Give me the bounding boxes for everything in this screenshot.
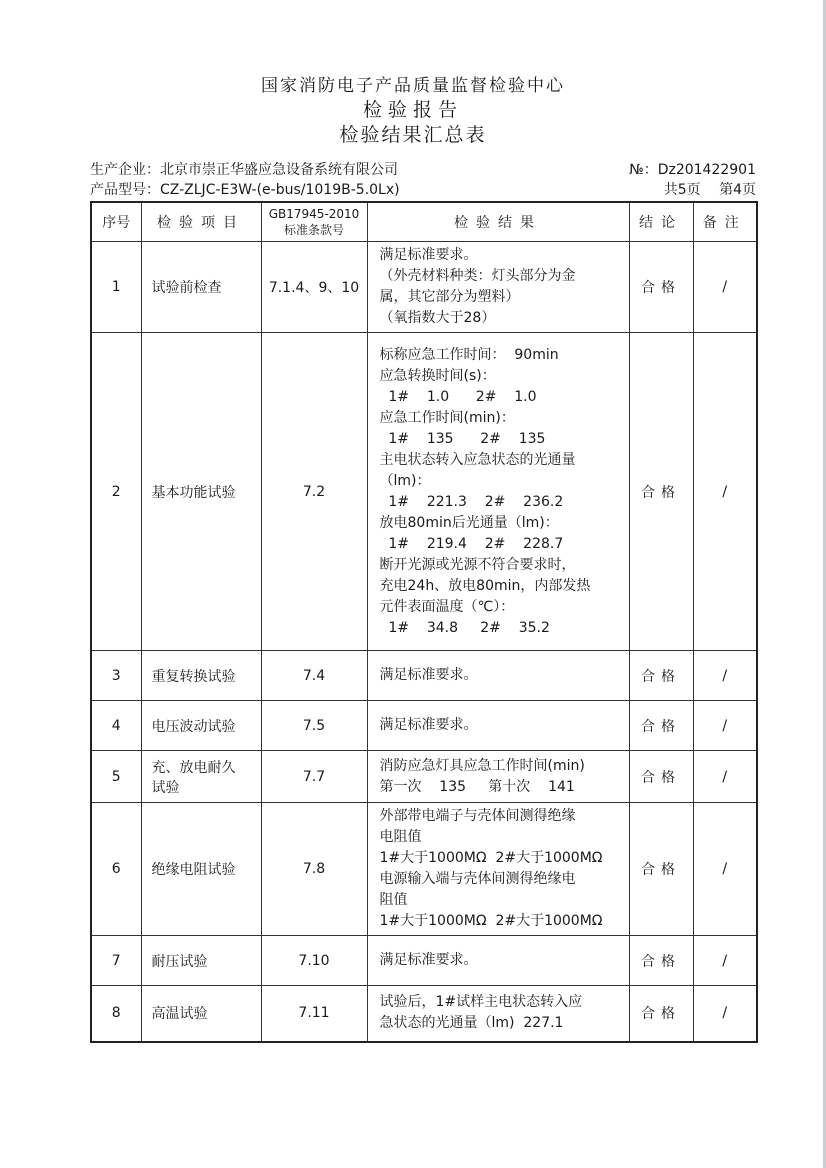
result-line: 满足标准要求。 [379, 717, 478, 733]
manufacturer: 生产企业：北京市崇正华盛应急设备系统有限公司 [90, 162, 398, 178]
product-model: 产品型号：CZ-ZLJC-E3W-(e-bus/1019B-5.0Lx) [90, 182, 400, 198]
row-number: 6 [91, 803, 141, 936]
row-item-text: 试验 [151, 779, 180, 796]
header-row-1 [90, 161, 756, 179]
result-line: 应急工作时间(min)： [379, 409, 515, 426]
row-item-text: 绝缘电阻试验 [151, 862, 236, 878]
row-number: 8 [91, 986, 141, 1042]
row-number: 4 [91, 701, 141, 751]
report-number: №：Dz201422901 [629, 162, 756, 178]
row-item [141, 936, 261, 986]
row-clause: 7.11 [261, 986, 367, 1042]
col-clause-line1: GB17945-2010 [268, 207, 360, 221]
row-item-text: 耐压试验 [151, 953, 208, 970]
row-number: 1 [91, 242, 141, 333]
page-number: 第4页 [719, 182, 756, 198]
result-line: 1# 135 2# 135 [379, 430, 546, 447]
result-line: （lm)： [379, 472, 431, 489]
result-line: 1# 1.0 2# 1.0 [379, 388, 537, 405]
row-item [141, 751, 261, 803]
result-line: 满足标准要求。 [379, 952, 478, 968]
result-line: 应急转换时间(s)： [379, 367, 496, 384]
row-remark: / [693, 333, 757, 651]
result-line: （外壳材料种类：灯头部分为金 [379, 268, 576, 284]
col-clause [261, 202, 367, 242]
col-no: 序号 [91, 202, 141, 242]
row-item-text: 电压波动试验 [151, 718, 236, 735]
sub-title: 检验结果汇总表 [339, 124, 487, 146]
row-number: 2 [91, 333, 141, 651]
col-result: 检验结果 [367, 202, 629, 242]
result-line: 1#大于1000MΩ 2#大于1000MΩ [379, 913, 603, 929]
row-item-text: 高温试验 [151, 1006, 208, 1023]
row-item-text: 重复转换试验 [151, 668, 236, 685]
row-result [367, 651, 629, 701]
result-line: 1# 219.4 2# 228.7 [379, 535, 564, 552]
row-conclusion: 合格 [629, 751, 693, 803]
row-clause: 7.2 [261, 333, 367, 651]
row-item [141, 333, 261, 651]
row-result [367, 936, 629, 986]
row-item [141, 986, 261, 1042]
table-row [91, 986, 757, 1042]
row-item-text: 试验前检查 [151, 280, 222, 296]
table-row [91, 651, 757, 701]
row-item [141, 701, 261, 751]
doc-title: 检验报告 [362, 99, 463, 121]
result-line: 外部带电端子与壳体间测得绝缘 [379, 808, 576, 824]
col-item: 检验项目 [141, 202, 261, 242]
result-line: 电源输入端与壳体间测得绝缘电 [379, 871, 576, 887]
row-result [367, 751, 629, 803]
table-row [91, 333, 757, 651]
row-clause: 7.5 [261, 701, 367, 751]
table-row [91, 936, 757, 986]
row-remark: / [693, 986, 757, 1042]
table-row [91, 751, 757, 803]
row-item-text: 充、放电耐久 [151, 759, 236, 776]
col-clause-line2: 标准条款号 [283, 223, 344, 237]
row-result [367, 333, 629, 651]
result-line: 消防应急灯具应急工作时间(min) [379, 757, 585, 774]
row-number: 3 [91, 651, 141, 701]
row-conclusion: 合格 [629, 936, 693, 986]
row-conclusion: 合格 [629, 701, 693, 751]
col-conclusion: 结论 [629, 202, 693, 242]
row-remark: / [693, 242, 757, 333]
row-remark: / [693, 651, 757, 701]
row-number: 5 [91, 751, 141, 803]
result-line: 标称应急工作时间： 90min [379, 346, 559, 363]
table-header-row [91, 202, 757, 242]
result-line: 满足标准要求。 [379, 667, 478, 683]
result-line: 主电状态转入应急状态的光通量 [379, 451, 576, 468]
result-line: 属，其它部分为塑料） [379, 289, 520, 305]
result-line: 元件表面温度（℃）： [379, 598, 515, 615]
row-clause: 7.1.4、9、10 [261, 242, 367, 333]
row-remark: / [693, 936, 757, 986]
row-conclusion: 合格 [629, 651, 693, 701]
row-clause: 7.4 [261, 651, 367, 701]
row-item [141, 242, 261, 333]
row-clause: 7.10 [261, 936, 367, 986]
result-line: 1# 221.3 2# 236.2 [379, 493, 564, 510]
row-conclusion: 合格 [629, 803, 693, 936]
result-line: 急状态的光通量（lm) 227.1 [379, 1015, 564, 1032]
result-line: 第一次 135 第十次 141 [379, 778, 575, 795]
row-conclusion: 合格 [629, 242, 693, 333]
org-title: 国家消防电子产品质量监督检验中心 [261, 76, 565, 96]
result-line: （氧指数大于28） [379, 310, 496, 326]
row-remark: / [693, 701, 757, 751]
results-table [90, 201, 758, 1043]
result-line: 阻值 [379, 892, 408, 908]
row-result [367, 803, 629, 936]
row-number: 7 [91, 936, 141, 986]
result-line: 1#大于1000MΩ 2#大于1000MΩ [379, 850, 603, 866]
table-row [91, 242, 757, 333]
row-conclusion: 合格 [629, 333, 693, 651]
col-remark: 备注 [693, 202, 757, 242]
result-line: 放电80min后光通量（lm)： [379, 514, 559, 531]
title-block [0, 74, 826, 148]
row-item [141, 803, 261, 936]
table-row [91, 803, 757, 936]
row-clause: 7.7 [261, 751, 367, 803]
row-result [367, 701, 629, 751]
page-info [650, 181, 756, 199]
result-line: 电阻值 [379, 829, 422, 845]
row-remark: / [693, 803, 757, 936]
row-remark: / [693, 751, 757, 803]
row-result [367, 986, 629, 1042]
total-pages: 共5页 [663, 182, 701, 198]
header-row-2 [90, 181, 756, 199]
table-row [91, 701, 757, 751]
row-result [367, 242, 629, 333]
row-conclusion: 合格 [629, 986, 693, 1042]
result-line: 满足标准要求。 [379, 247, 478, 263]
row-clause: 7.8 [261, 803, 367, 936]
result-line: 充电24h、放电80min，内部发热 [379, 577, 591, 594]
result-line: 1# 34.8 2# 35.2 [379, 619, 550, 636]
result-line: 断开光源或光源不符合要求时， [379, 556, 576, 573]
row-item-text: 基本功能试验 [151, 484, 236, 501]
result-line: 试验后，1#试样主电状态转入应 [379, 994, 583, 1011]
row-item [141, 651, 261, 701]
